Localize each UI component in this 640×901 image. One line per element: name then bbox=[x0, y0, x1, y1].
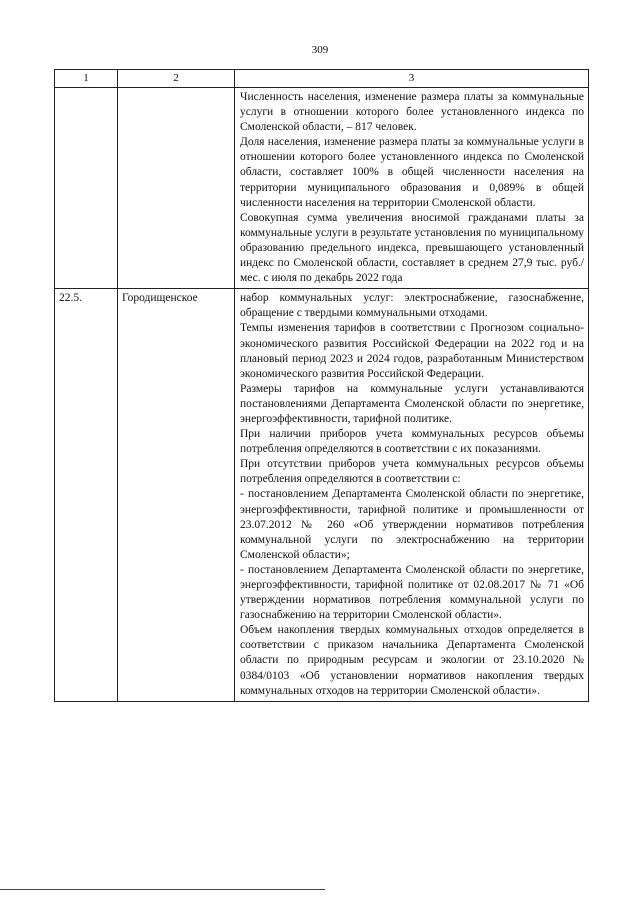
row-name-cell: Городищенское bbox=[118, 289, 235, 702]
document-table bbox=[54, 69, 589, 702]
footer-divider bbox=[0, 889, 325, 890]
row-number-cell: 22.5. bbox=[55, 289, 118, 702]
row-content-cell bbox=[235, 289, 589, 702]
paragraph: Размеры тарифов на коммунальные услуги устанавливаются постановлениями Департамента Смоленской области по энергетике, энергоэффективности, тарифной политике. bbox=[240, 382, 584, 425]
paragraph: набор коммунальных услуг: электроснабжение, газоснабжение, обращение с твердыми коммунальными отходами. bbox=[240, 292, 584, 320]
header-cell-number: 1 bbox=[55, 70, 118, 88]
paragraph: Доля населения, изменение размера платы за коммунальные услуги в отношении которого более установленного индекса по Смоленской области, составляет 100% в общей численности населения на территории муниципального образования и 0,089% в общей численности населения на территории Смоленской области. bbox=[240, 136, 584, 209]
paragraph: Численность населения, изменение размера платы за коммунальные услуги в отношении которого более установленного индекса по Смоленской области, – 817 человек. bbox=[240, 91, 584, 134]
table-header-row bbox=[55, 70, 589, 88]
paragraph: - постановлением Департамента Смоленской области по энергетике, энергоэффективности, тарифной политике и промышленности от 23.07.2012 № 260 «Об утверждении нормативов потребления коммунальной услуги по электроснабжению на территории Смоленской области»; bbox=[240, 488, 584, 561]
row-content-cell bbox=[235, 88, 589, 289]
paragraph: Совокупная сумма увеличения вносимой гражданами платы за коммунальные услуги в результате установления по муниципальному образованию предельного индекса, превышающего установленный индекс по Смоленской области, составляет в среднем 27,9 тыс. руб./мес. с июля по декабрь 2022 года bbox=[240, 211, 584, 285]
paragraph: При отсутствии приборов учета коммунальных ресурсов объемы потребления определяются в соответствии с: bbox=[240, 458, 584, 486]
paragraph: При наличии приборов учета коммунальных ресурсов объемы потребления определяются в соответствии с их показаниями. bbox=[240, 428, 584, 456]
paragraph: - постановлением Департамента Смоленской области по энергетике, энергоэффективности, тарифной политике от 02.08.2017 № 71 «Об утверждении нормативов потребления коммунальной услуги по газоснабжению на территории Смоленской области». bbox=[240, 563, 584, 622]
page-number: 309 bbox=[311, 44, 329, 56]
paragraph: Объем накопления твердых коммунальных отходов определяется в соответствии с приказом начальника Департамента Смоленской области по природным ресурсам и экологии от 23.10.2020 № 0384/0103 «Об установлении нормативов накопления твердых коммунальных отходов на территории Смоленской области». bbox=[240, 624, 584, 697]
row-name-cell bbox=[118, 88, 235, 289]
table-row bbox=[55, 289, 589, 702]
table-row bbox=[55, 88, 589, 289]
header-cell-name: 2 bbox=[118, 70, 235, 88]
row-number-cell bbox=[55, 88, 118, 289]
header-cell-content: 3 bbox=[235, 70, 589, 88]
paragraph: Темпы изменения тарифов в соответствии с Прогнозом социально-экономического развития Российской Федерации на 2022 год и на плановый период 2023 и 2024 годов, разработанным Министерством экономического развития Российской Федерации. bbox=[240, 322, 584, 380]
